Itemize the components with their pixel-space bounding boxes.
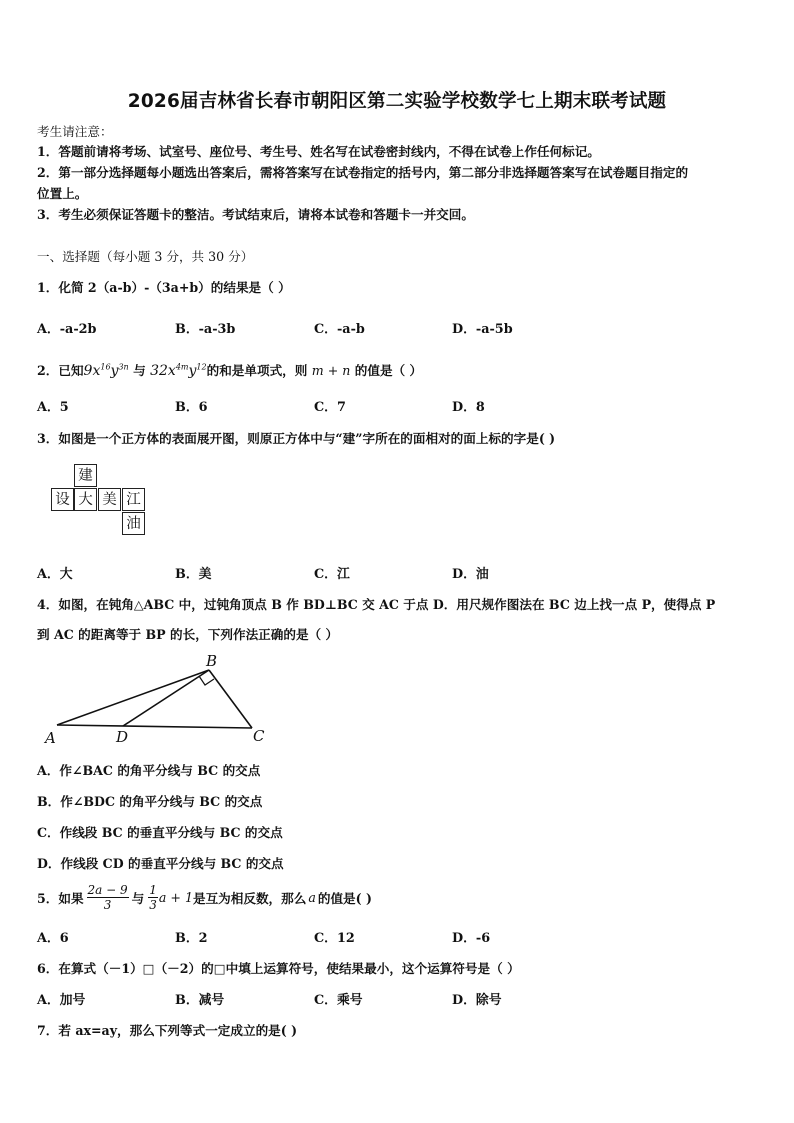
q5-suffix: 是互为相反数，那么 bbox=[192, 890, 307, 906]
label-b: B bbox=[206, 652, 218, 670]
q4-option-b[interactable]: B．作∠BDC 的角平分线与 BC 的交点 bbox=[37, 794, 263, 809]
q5-frac2-numerator: 1 bbox=[149, 882, 157, 897]
q6-option-a[interactable]: A．加号 bbox=[37, 993, 86, 1008]
q2-var1: y bbox=[110, 363, 119, 379]
label-a: A bbox=[45, 729, 56, 747]
page-title: 2026届吉林省长春市朝阳区第二实验学校数学七上期末联考试题 bbox=[127, 91, 667, 112]
q6-option-d[interactable]: D．除号 bbox=[452, 993, 502, 1008]
label-d: D bbox=[116, 728, 129, 746]
right-angle-mark bbox=[199, 676, 214, 685]
q5-option-c[interactable]: C．12 bbox=[314, 931, 355, 946]
net-face-you: 油 bbox=[122, 512, 145, 535]
q3-option-a[interactable]: A．大 bbox=[37, 567, 73, 582]
q3-option-c[interactable]: C．江 bbox=[314, 567, 350, 582]
q5-option-b[interactable]: B．2 bbox=[175, 931, 208, 946]
net-face-jian: 建 bbox=[74, 464, 97, 487]
question-7-stem: 7．若 ax=ay，那么下列等式一定成立的是( ) bbox=[37, 1023, 298, 1038]
question-3-stem: 3．如图是一个正方体的表面展开图，则原正方体中与“建”字所在的面相对的面上标的字是( ) bbox=[37, 431, 556, 446]
notice-item-3: 3．考生必须保证答题卡的整洁。考试结束后，请将本试卷和答题卡一并交回。 bbox=[37, 207, 474, 222]
notice-item-2-cont: 位置上。 bbox=[37, 186, 88, 201]
q5-fraction-2 bbox=[148, 883, 158, 912]
segment-bd bbox=[123, 670, 209, 726]
q2-mn: m + n bbox=[311, 363, 351, 378]
q2-prefix: 2．已知 bbox=[37, 363, 84, 378]
q6-option-c[interactable]: C．乘号 bbox=[314, 993, 363, 1008]
notice-item-2: 2．第一部分选择题每小题选出答案后，需将答案写在试卷指定的括号内，第二部分非选择题答案写在试卷题目指定的 bbox=[37, 165, 689, 180]
net-face-da: 大 bbox=[74, 488, 97, 511]
q5-prefix: 5．如果 bbox=[37, 890, 84, 906]
q2-term2: 32x bbox=[150, 363, 176, 379]
q2-option-d[interactable]: D．8 bbox=[452, 400, 485, 415]
q2-var2: y bbox=[188, 363, 197, 379]
q2-suffix2: 的值是（ ） bbox=[354, 363, 423, 378]
q5-mid: 与 bbox=[131, 890, 145, 906]
q5-option-d[interactable]: D．-6 bbox=[452, 931, 491, 946]
q5-frac1-numerator: 2a − 9 bbox=[87, 882, 128, 897]
question-2-stem bbox=[37, 360, 422, 379]
q5-var: a bbox=[308, 889, 316, 905]
notice-item-1: 1．答题前请将考场、试室号、座位号、考生号、姓名写在试卷密封线内，不得在试卷上作任何标记。 bbox=[37, 144, 600, 159]
q4-option-d[interactable]: D．作线段 CD 的垂直平分线与 BC 的交点 bbox=[37, 856, 284, 871]
label-c: C bbox=[253, 727, 265, 745]
question-4-stem-line1: 4．如图，在钝角△ABC 中，过钝角顶点 B 作 BD⊥BC 交 AC 于点 D．用尺规作图法在 BC 边上找一点 P，使得点 P bbox=[37, 597, 716, 612]
q4-option-c[interactable]: C．作线段 BC 的垂直平分线与 BC 的交点 bbox=[37, 825, 283, 840]
q3-option-b[interactable]: B．美 bbox=[175, 567, 212, 582]
q2-suffix1: 的和是单项式，则 bbox=[206, 363, 308, 378]
question-4-stem-line2: 到 AC 的距离等于 BP 的长，下列作法正确的是（ ） bbox=[37, 627, 339, 642]
q6-option-b[interactable]: B．减号 bbox=[175, 993, 225, 1008]
segment-bc bbox=[209, 670, 252, 728]
q2-option-a[interactable]: A．5 bbox=[37, 400, 69, 415]
q2-term1: 9x bbox=[83, 363, 101, 379]
q2-exp3: 4m bbox=[175, 362, 189, 372]
q2-option-c[interactable]: C．7 bbox=[314, 400, 346, 415]
q5-fraction-1 bbox=[87, 883, 129, 912]
net-face-she: 设 bbox=[51, 488, 74, 511]
q2-option-b[interactable]: B．6 bbox=[175, 400, 208, 415]
q2-mid: 与 bbox=[133, 363, 146, 378]
q1-option-c[interactable]: C．-a-b bbox=[314, 322, 365, 337]
net-face-jiang: 江 bbox=[122, 488, 145, 511]
section-heading: 一、选择题（每小题 3 分，共 30 分） bbox=[37, 249, 254, 264]
net-face-mei: 美 bbox=[98, 488, 121, 511]
q3-option-d[interactable]: D．油 bbox=[452, 567, 489, 582]
q5-frac2-denominator: 3 bbox=[149, 897, 157, 912]
question-1-stem: 1．化简 2（a-b）-（3a+b）的结果是（ ） bbox=[37, 280, 291, 295]
segment-ab bbox=[57, 670, 209, 725]
q2-exp1: 16 bbox=[100, 362, 111, 372]
question-6-stem: 6．在算式（－1）□（－2）的□中填上运算符号，使结果最小，这个运算符号是（ ） bbox=[37, 961, 520, 976]
q5-suffix2: 的值是( ) bbox=[317, 890, 372, 906]
segment-ac bbox=[57, 725, 252, 728]
q1-option-b[interactable]: B．-a-3b bbox=[175, 322, 236, 337]
q1-option-a[interactable]: A．-a-2b bbox=[37, 322, 97, 337]
q5-option-a[interactable]: A．6 bbox=[37, 931, 69, 946]
question-5-stem bbox=[37, 877, 372, 917]
q4-option-a[interactable]: A．作∠BAC 的角平分线与 BC 的交点 bbox=[37, 763, 261, 778]
q5-frac1-denominator: 3 bbox=[103, 897, 112, 912]
q1-option-d[interactable]: D．-a-5b bbox=[452, 322, 513, 337]
q2-exp2: 3n bbox=[118, 362, 129, 372]
notice-heading: 考生请注意： bbox=[37, 124, 113, 139]
q5-tail-expr: a + 1 bbox=[158, 889, 193, 905]
q2-exp4: 12 bbox=[196, 362, 207, 372]
